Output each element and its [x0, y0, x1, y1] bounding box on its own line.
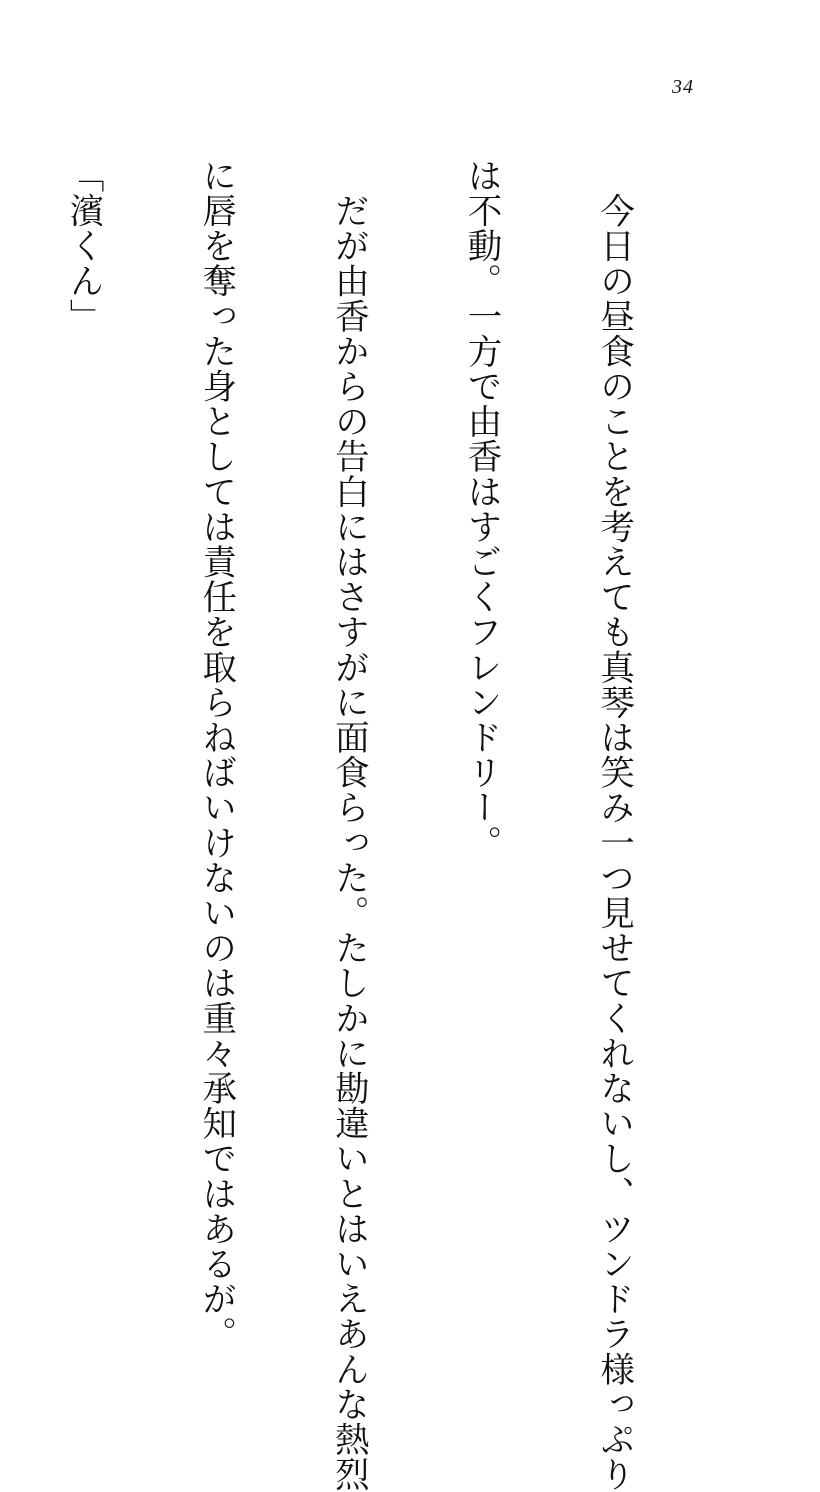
- page-number: 34: [672, 76, 694, 98]
- text-line: に唇を奪った身としては責任を取らねばいけないのは重々承知ではあるが。: [195, 158, 236, 1352]
- vertical-text-body: [0, 158, 724, 1492]
- text-line: 今日の昼食のことを考えても真琴は笑み一つ見せてくれないし、ツンドラ様っぷり: [593, 158, 634, 1492]
- text-line: は不動。一方で由香はすごくフレンドリー。: [460, 158, 501, 860]
- text-line: だが由香からの告白にはさすがに面食らった。たしかに勘違いとはいえあんな熱烈: [328, 158, 369, 1492]
- text-line: 「濱くん」: [63, 158, 104, 334]
